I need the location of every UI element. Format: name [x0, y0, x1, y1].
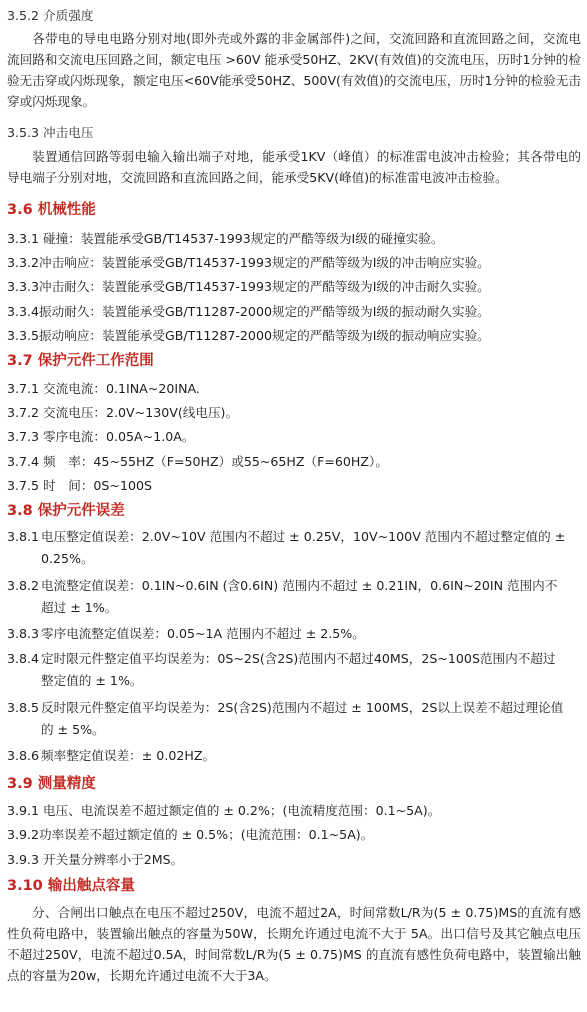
- paragraph-dielectric-strength: [7, 28, 581, 112]
- list-item: [7, 697, 567, 741]
- paragraph-contact-capacity: [7, 902, 581, 986]
- list-item: 3.7.1 交流电流：0.1INA~20INA.: [7, 381, 200, 396]
- section-heading-3-8: 3.8 保护元件误差: [7, 503, 125, 519]
- list-item: [7, 575, 567, 619]
- item-text: 反时限元件整定值平均误差为：2S(含2S)范围内不超过 ± 100MS，2S以上误差不超过理论值的 ± 5%。: [41, 700, 564, 737]
- item-text: 电流整定值误差：0.1IN~0.6IN (含0.6IN) 范围内不超过 ± 0.21IN，0.6IN~20IN 范围内不超过 ± 1%。: [41, 578, 558, 615]
- heading-3-5-3: 3.5.3 冲击电压: [7, 125, 94, 140]
- section-heading-3-6: 3.6 机械性能: [7, 202, 96, 218]
- list-item: [7, 648, 567, 692]
- item-text: 频率整定值误差：± 0.02HZ。: [41, 748, 216, 763]
- list-item: 3.7.4 频 率：45~55HZ（F=50HZ）或55~65HZ（F=60HZ）。: [7, 454, 388, 469]
- section-heading-3-7: 3.7 保护元件工作范围: [7, 353, 154, 369]
- list-item: 3.3.3冲击耐久：装置能承受GB/T14537-1993规定的严酷等级为I级的冲击耐久实验。: [7, 279, 490, 294]
- section-heading-3-10: 3.10 输出触点容量: [7, 878, 135, 894]
- item-number: 3.8.3: [7, 626, 40, 641]
- item-number: 3.8.4: [7, 651, 40, 666]
- list-item: [7, 745, 567, 767]
- list-item: 3.7.5 时 间：0S~100S: [7, 478, 153, 493]
- list-item: 3.3.1 碰撞：装置能承受GB/T14537-1993规定的严酷等级为I级的碰撞实验。: [7, 231, 444, 246]
- list-item: 3.3.5振动响应：装置能承受GB/T11287-2000规定的严酷等级为I级的振动响应实验。: [7, 328, 490, 343]
- paragraph-impulse-voltage: [7, 146, 581, 188]
- item-text: 零序电流整定值误差：0.05~1A 范围内不超过 ± 2.5%。: [41, 626, 365, 641]
- list-item: 3.3.2冲击响应：装置能承受GB/T14537-1993规定的严酷等级为I级的冲击响应实验。: [7, 255, 490, 270]
- list-item: [7, 623, 567, 645]
- list-item: 3.7.2 交流电压：2.0V~130V(线电压)。: [7, 405, 239, 420]
- item-text: 电压整定值误差：2.0V~10V 范围内不超过 ± 0.25V，10V~100V 范围内不超过整定值的 ± 0.25%。: [41, 529, 566, 566]
- item-number: 3.8.1: [7, 529, 40, 544]
- section-heading-3-9: 3.9 测量精度: [7, 776, 96, 792]
- item-number: 3.8.5: [7, 700, 40, 715]
- list-item: 3.3.4振动耐久：装置能承受GB/T11287-2000规定的严酷等级为I级的振动耐久实验。: [7, 304, 490, 319]
- list-item: 3.9.3 开关量分辨率小于2MS。: [7, 852, 184, 867]
- item-number: 3.8.6: [7, 748, 40, 763]
- paragraph-text: 装置通信回路等弱电输入输出端子对地，能承受1KV（峰值）的标准雷电波冲击检验；其各带电的导电端子分别对地，交流回路和直流回路之间，能承受5KV(峰值)的标准雷电波冲击检验。: [7, 149, 581, 185]
- paragraph-text: 分、合闸出口触点在电压不超过250V，电流不超过2A，时间常数L/R为(5 ± 0.75)MS的直流有感性负荷电路中，装置输出触点的容量为50W，长期允许通过电流不大于 5A。出口信号及其它触点电压不超过250V，电流不超过0.5A，时间常数L/R为(5 ± 0.75)MS 的直流有感性负荷电路中，装置输出触点的容量为20w，长期允许通过电流不大于3A。: [7, 905, 581, 983]
- list-item: 3.9.1 电压、电流误差不超过额定值的 ± 0.2%；(电流精度范围：0.1~5A)。: [7, 803, 441, 818]
- item-number: 3.8.2: [7, 578, 40, 593]
- list-item: [7, 526, 567, 570]
- item-text: 定时限元件整定值平均误差为：0S~2S(含2S)范围内不超过40MS，2S~100S范围内不超过整定值的 ± 1%。: [41, 651, 556, 688]
- list-item: 3.7.3 零序电流：0.05A~1.0A。: [7, 429, 195, 444]
- heading-3-5-2: 3.5.2 介质强度: [7, 8, 94, 23]
- list-item: 3.9.2功率误差不超过额定值的 ± 0.5%；(电流范围：0.1~5A)。: [7, 827, 374, 842]
- paragraph-text: 各带电的导电电路分别对地(即外壳或外露的非金属部件)之间，交流回路和直流回路之间，交流电流回路和交流电压回路之间，额定电压 >60V 能承受50HZ、2KV(有效值)的交流电压，历时1分钟的检验无击穿或闪烁现象，额定电压<60V能承受50HZ、500V(有效值)的交流电压，历时1分钟的检验无击穿或闪烁现象。: [7, 31, 581, 109]
